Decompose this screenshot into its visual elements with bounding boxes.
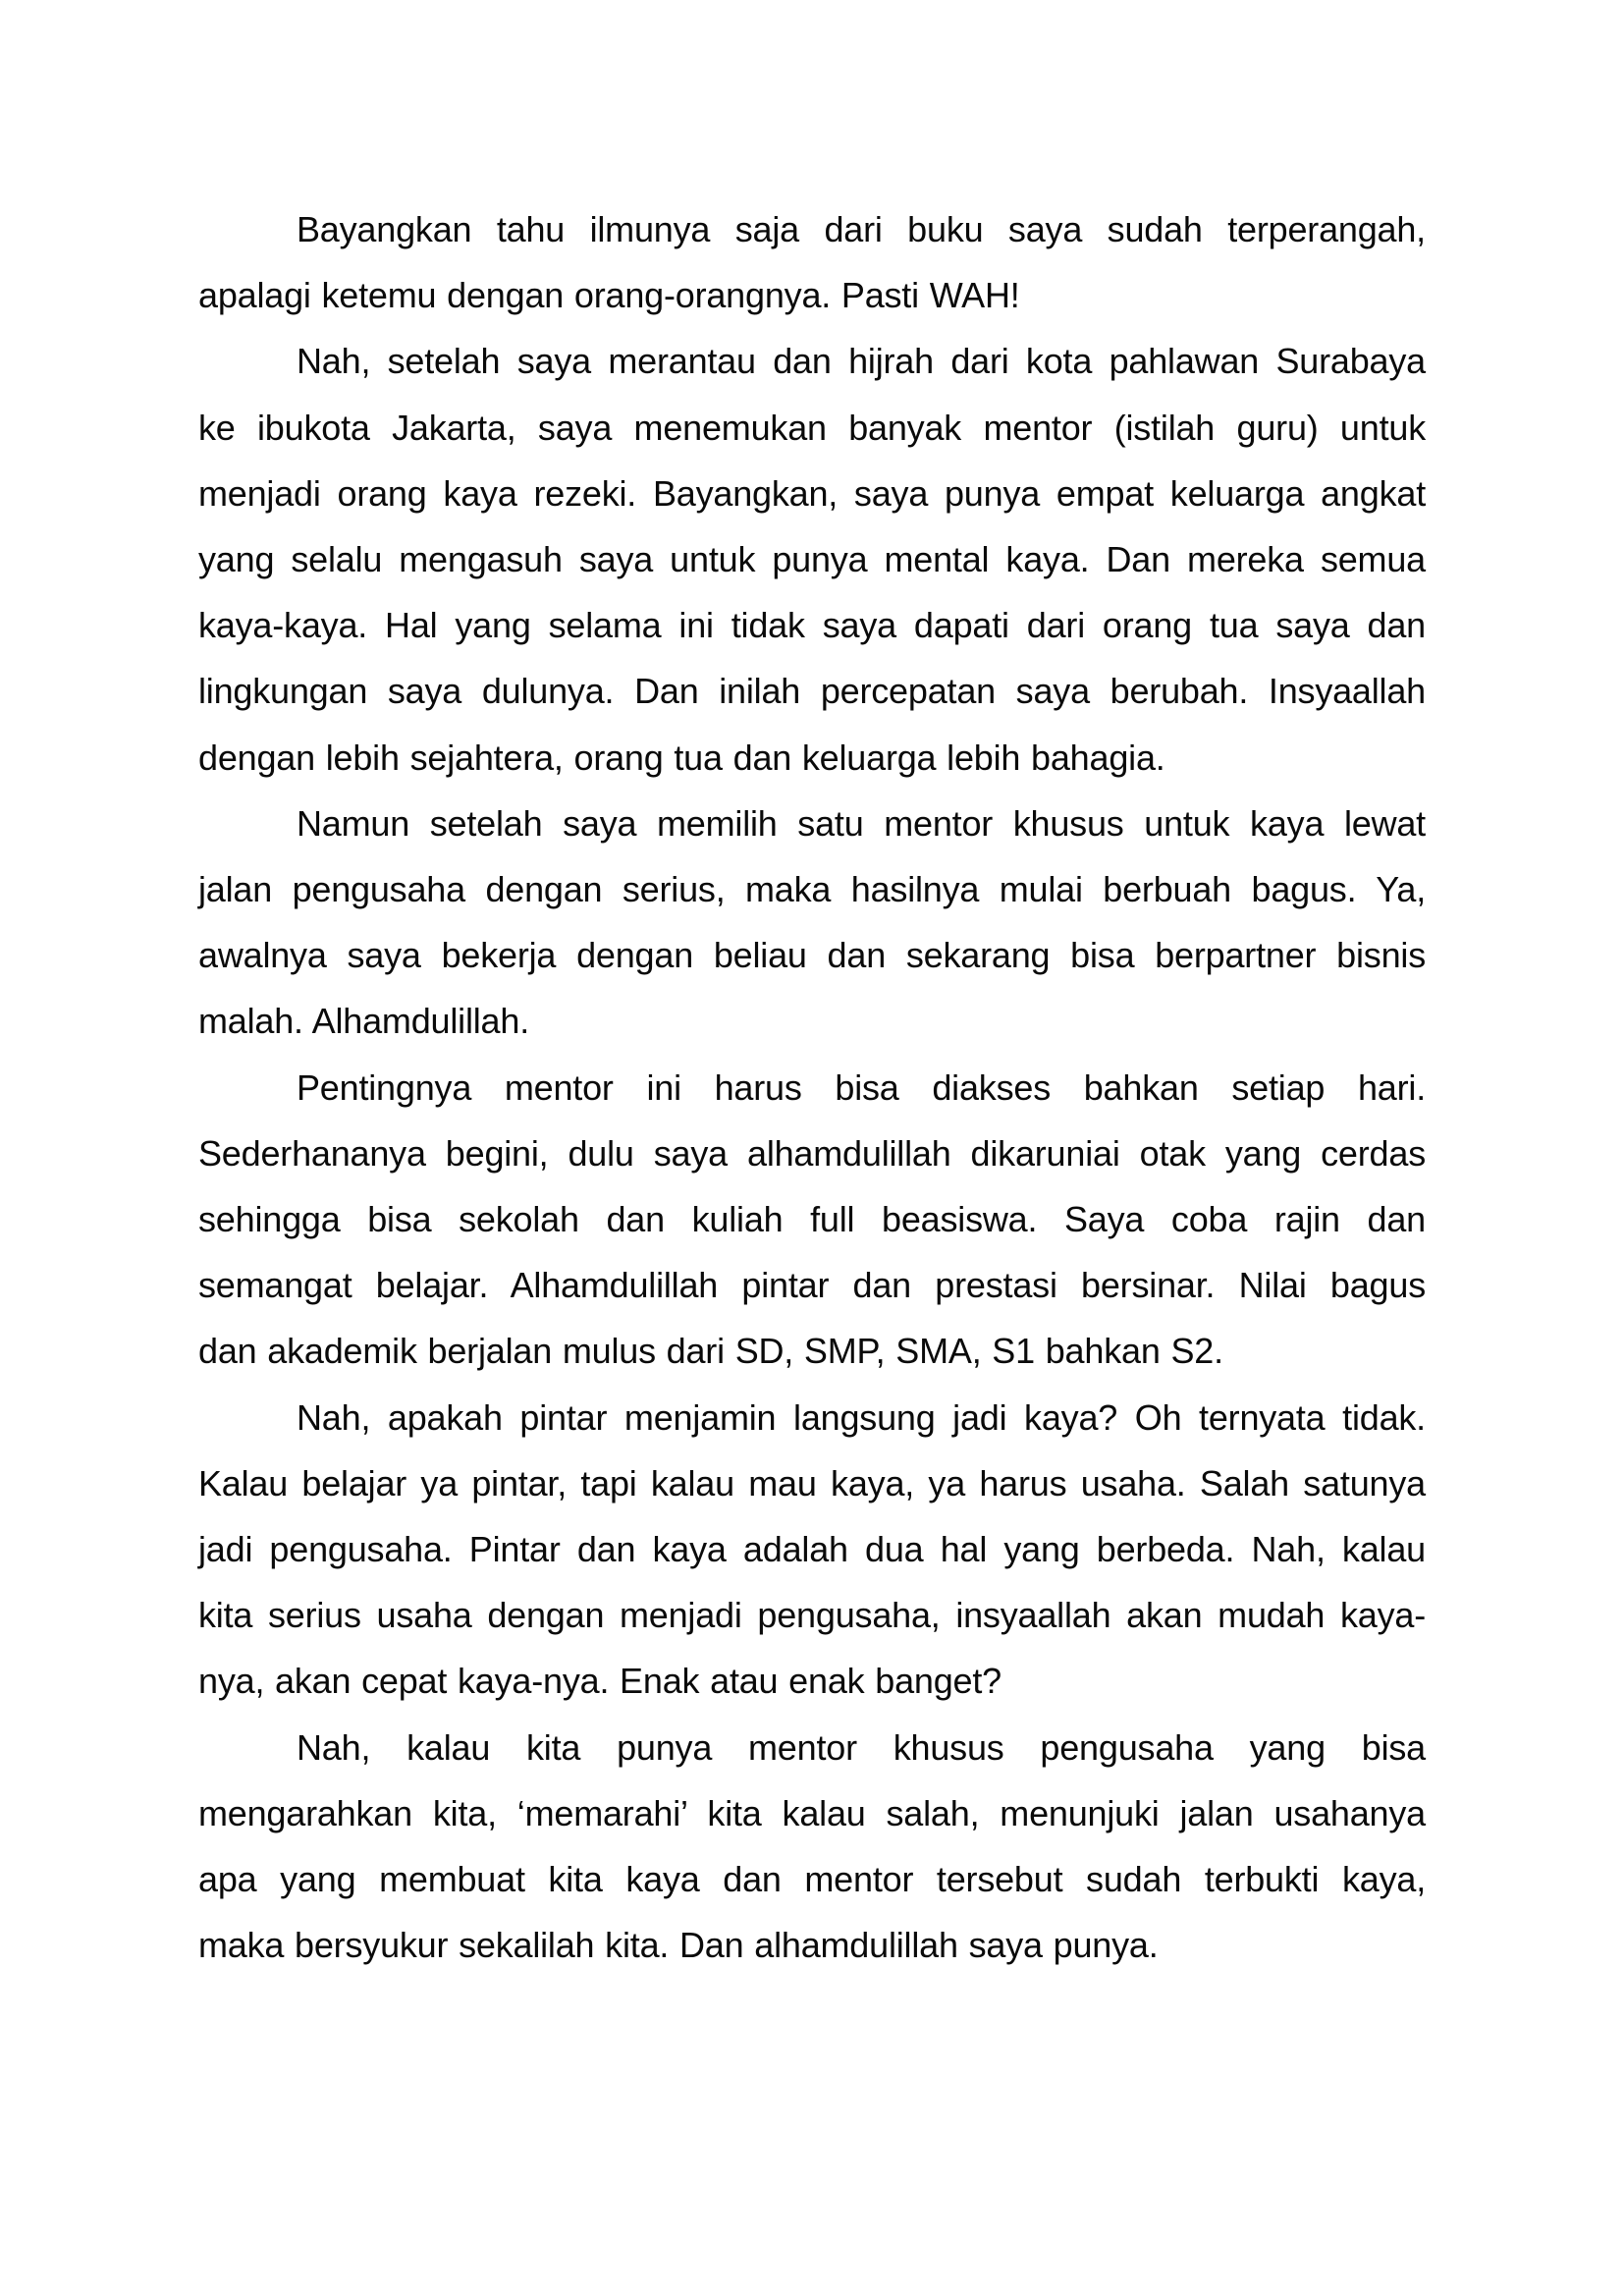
paragraph — [198, 1055, 1426, 1385]
text-line: dengan lebih sejahtera, orang tua dan keluarga lebih bahagia. — [198, 737, 1165, 778]
text-line: apalagi ketemu dengan orang-orangnya. Pasti WAH! — [198, 275, 1020, 316]
text-line: yang selalu mengasuh saya untuk punya mental kaya. Dan mereka semua — [198, 539, 1426, 580]
text-line: apa yang membuat kita kaya dan mentor tersebut sudah terbukti kaya, — [198, 1859, 1426, 1900]
text-line: semangat belajar. Alhamdulillah pintar dan prestasi bersinar. Nilai bagus — [198, 1265, 1426, 1306]
text-line: Nah, setelah saya merantau dan hijrah dari kota pahlawan Surabaya — [297, 341, 1426, 382]
text-line: Nah, kalau kita punya mentor khusus pengusaha yang bisa — [297, 1726, 1426, 1768]
text-line: Pentingnya mentor ini harus bisa diakses bahkan setiap hari. — [297, 1066, 1426, 1108]
paragraph — [198, 1385, 1426, 1715]
text-line: lingkungan saya dulunya. Dan inilah percepatan saya berubah. Insyaallah — [198, 671, 1426, 712]
text-line: kaya-kaya. Hal yang selama ini tidak saya dapati dari orang tua saya dan — [198, 605, 1426, 646]
text-line: Sederhananya begini, dulu saya alhamdulillah dikaruniai otak yang cerdas — [198, 1132, 1426, 1174]
text-line: jadi pengusaha. Pintar dan kaya adalah dua hal yang berbeda. Nah, kalau — [198, 1529, 1426, 1570]
text-line: Namun setelah saya memilih satu mentor khusus untuk kaya lewat — [297, 802, 1426, 844]
document-text — [198, 196, 1426, 1978]
text-line: nya, akan cepat kaya-nya. Enak atau enak banget? — [198, 1661, 1001, 1702]
text-line: Nah, apakah pintar menjamin langsung jadi kaya? Oh ternyata tidak. — [297, 1396, 1426, 1438]
paragraph — [198, 1715, 1426, 1979]
text-line: dan akademik berjalan mulus dari SD, SMP, SMA, S1 bahkan S2. — [198, 1331, 1223, 1372]
text-line: Kalau belajar ya pintar, tapi kalau mau kaya, ya harus usaha. Salah satunya — [198, 1462, 1426, 1503]
paragraph — [198, 196, 1426, 328]
text-line: jalan pengusaha dengan serius, maka hasilnya mulai berbuah bagus. Ya, — [198, 869, 1426, 910]
text-line: Bayangkan tahu ilmunya saja dari buku saya sudah terperangah, — [297, 209, 1426, 249]
paragraph — [198, 791, 1426, 1055]
text-line: ke ibukota Jakarta, saya menemukan banyak mentor (istilah guru) untuk — [198, 407, 1426, 448]
text-line: mengarahkan kita, ‘memarahi’ kita kalau salah, menunjuki jalan usahanya — [198, 1792, 1426, 1833]
text-line: kita serius usaha dengan menjadi pengusaha, insyaallah akan mudah kaya- — [198, 1595, 1426, 1636]
text-line: menjadi orang kaya rezeki. Bayangkan, saya punya empat keluarga angkat — [198, 472, 1426, 514]
paragraph — [198, 328, 1426, 790]
text-line: maka bersyukur sekalilah kita. Dan alhamdulillah saya punya. — [198, 1925, 1159, 1966]
text-line: sehingga bisa sekolah dan kuliah full beasiswa. Saya coba rajin dan — [198, 1199, 1426, 1240]
text-line: awalnya saya bekerja dengan beliau dan sekarang bisa berpartner bisnis — [198, 935, 1426, 976]
text-line: malah. Alhamdulillah. — [198, 1001, 529, 1042]
